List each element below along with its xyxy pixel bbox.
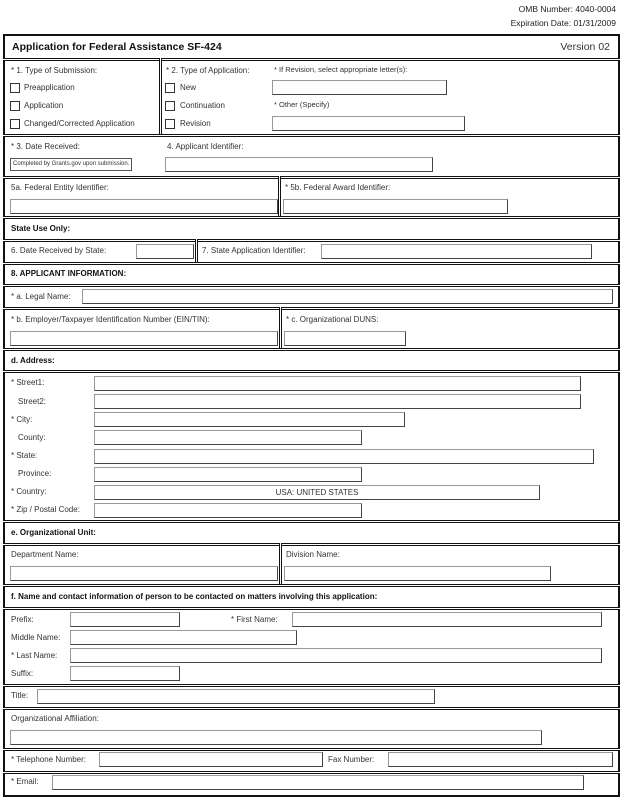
revision-letter-input[interactable] — [272, 80, 447, 95]
divider — [3, 307, 620, 310]
date-received-state-input[interactable] — [136, 244, 194, 259]
division-name-input[interactable] — [284, 566, 551, 581]
date-received-state-label: 6. Date Received by State: — [11, 246, 107, 255]
application-checkbox[interactable] — [10, 101, 20, 111]
department-name-label: Department Name: — [11, 550, 79, 559]
divider — [3, 771, 620, 774]
changed-corrected-checkbox[interactable] — [10, 119, 20, 129]
omb-number: OMB Number: 4040-0004 — [518, 4, 616, 14]
email-input[interactable] — [52, 775, 584, 790]
new-checkbox[interactable] — [165, 83, 175, 93]
divider — [3, 543, 620, 546]
revision-letter-label: * If Revision, select appropriate letter(s): — [274, 65, 408, 74]
telephone-input[interactable] — [99, 752, 323, 767]
suffix-input[interactable] — [70, 666, 180, 681]
divider — [3, 707, 620, 710]
divider — [278, 176, 281, 218]
date-received-note: Completed by Grants.gov upon submission. — [10, 158, 132, 171]
divider — [3, 216, 620, 219]
expiration-date: Expiration Date: 01/31/2009 — [510, 18, 616, 28]
country-label: * Country: — [11, 487, 47, 496]
date-received-label: * 3. Date Received: — [11, 142, 80, 151]
prefix-input[interactable] — [70, 612, 180, 627]
province-input[interactable] — [94, 467, 362, 482]
federal-award-identifier-input[interactable] — [283, 199, 508, 214]
revision-label: Revision — [180, 119, 211, 128]
state-label: * State: — [11, 451, 38, 460]
state-application-identifier-input[interactable] — [321, 244, 592, 259]
divider — [3, 284, 620, 287]
divider — [3, 584, 620, 587]
country-select[interactable]: USA: UNITED STATES — [94, 485, 540, 500]
city-input[interactable] — [94, 412, 405, 427]
state-select[interactable] — [94, 449, 594, 464]
applicant-info-heading: 8. APPLICANT INFORMATION: — [11, 269, 127, 278]
prefix-label: Prefix: — [11, 615, 34, 624]
divider — [3, 239, 620, 242]
divider — [3, 58, 620, 61]
city-label: * City: — [11, 415, 33, 424]
county-label: County: — [18, 433, 46, 442]
affiliation-input[interactable] — [10, 730, 542, 745]
divider — [195, 239, 198, 263]
email-label: * Email: — [11, 777, 39, 786]
suffix-label: Suffix: — [11, 669, 34, 678]
last-name-label: * Last Name: — [11, 651, 58, 660]
divider — [279, 307, 282, 350]
application-type-label: * 2. Type of Application: — [166, 66, 250, 75]
legal-name-label: * a. Legal Name: — [11, 292, 71, 301]
last-name-input[interactable] — [70, 648, 602, 663]
divider — [3, 176, 620, 179]
street1-label: * Street1: — [11, 378, 45, 387]
middle-name-label: Middle Name: — [11, 633, 61, 642]
preapplication-checkbox[interactable] — [10, 83, 20, 93]
ein-input[interactable] — [10, 331, 278, 346]
divider — [3, 684, 620, 687]
province-label: Province: — [18, 469, 52, 478]
form-version: Version 02 — [560, 41, 610, 53]
fax-label: Fax Number: — [328, 755, 375, 764]
application-label: Application — [24, 101, 64, 110]
duns-label: * c. Organizational DUNS: — [286, 315, 379, 324]
divider — [3, 348, 620, 351]
address-heading: d. Address: — [11, 356, 55, 365]
first-name-label: * First Name: — [231, 615, 278, 624]
state-application-identifier-label: 7. State Application Identifier: — [202, 246, 306, 255]
department-name-input[interactable] — [10, 566, 278, 581]
street2-input[interactable] — [94, 394, 581, 409]
applicant-identifier-input[interactable] — [165, 157, 433, 172]
divider — [3, 262, 620, 265]
county-input[interactable] — [94, 430, 362, 445]
title-input[interactable] — [37, 689, 435, 704]
middle-name-input[interactable] — [70, 630, 297, 645]
divider — [3, 748, 620, 751]
duns-input[interactable] — [284, 331, 406, 346]
continuation-checkbox[interactable] — [165, 101, 175, 111]
revision-checkbox[interactable] — [165, 119, 175, 129]
divider — [3, 134, 620, 137]
contact-heading: f. Name and contact information of person to be contacted on matters involving this application: — [11, 592, 378, 601]
federal-entity-identifier-label: 5a. Federal Entity Identifier: — [11, 183, 109, 192]
org-unit-heading: e. Organizational Unit: — [11, 528, 96, 537]
state-use-heading: State Use Only: — [11, 224, 71, 233]
changed-corrected-label: Changed/Corrected Application — [24, 119, 135, 128]
other-specify-input[interactable] — [272, 116, 465, 131]
title-label: Title: — [11, 691, 29, 700]
ein-label: * b. Employer/Taxpayer Identification Number (EIN/TIN): — [11, 315, 210, 324]
federal-award-identifier-label: * 5b. Federal Award Identifier: — [285, 183, 391, 192]
federal-entity-identifier-input[interactable] — [10, 199, 278, 214]
divider — [3, 520, 620, 523]
continuation-label: Continuation — [180, 101, 225, 110]
telephone-label: * Telephone Number: — [11, 755, 87, 764]
legal-name-input[interactable] — [82, 289, 613, 304]
street1-input[interactable] — [94, 376, 581, 391]
divider — [3, 607, 620, 610]
applicant-identifier-label: 4. Applicant Identifier: — [167, 142, 244, 151]
first-name-input[interactable] — [292, 612, 602, 627]
zip-input[interactable] — [94, 503, 362, 518]
affiliation-label: Organizational Affiliation: — [11, 714, 99, 723]
form-title: Application for Federal Assistance SF-424 — [12, 41, 222, 53]
new-label: New — [180, 83, 197, 92]
division-name-label: Division Name: — [286, 550, 340, 559]
preapplication-label: Preapplication — [24, 83, 75, 92]
divider — [159, 58, 162, 136]
submission-type-label: * 1. Type of Submission: — [11, 66, 98, 75]
fax-input[interactable] — [388, 752, 613, 767]
divider — [3, 370, 620, 373]
divider — [279, 543, 282, 585]
street2-label: Street2: — [18, 397, 47, 406]
zip-label: * Zip / Postal Code: — [11, 505, 80, 514]
other-specify-label: * Other (Specify) — [274, 100, 330, 109]
